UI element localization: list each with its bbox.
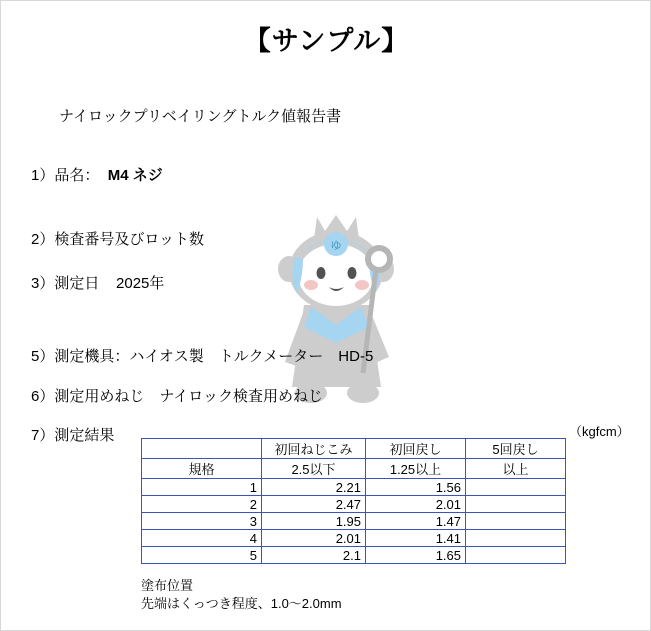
document-subtitle: ナイロックプリベイリングトルク値報告書 [59,108,342,125]
row-no: 4 [142,530,262,547]
row-fifth-off [466,496,566,513]
field-measurement-date-number: 3） [31,275,55,292]
row-first-off: 1.65 [366,547,466,564]
field-inspection-number [31,228,204,249]
header-first-off: 初回戻し [366,439,466,459]
row-first-torque: 2.01 [262,530,366,547]
field-results-label: 測定結果 [54,427,115,444]
row-first-off: 2.01 [366,496,466,513]
field-test-nut-number: 6） [31,388,55,405]
row-first-torque: 2.21 [262,479,366,496]
table-row [142,513,566,530]
field-product-name [31,164,163,185]
table-header-row [142,439,566,459]
row-no: 1 [142,479,262,496]
row-first-torque: 1.95 [262,513,366,530]
spec-fifth-off: 以上 [466,459,566,479]
field-test-nut-label: 測定用めねじ ナイロック検査用めねじ [54,388,323,405]
table-row [142,496,566,513]
header-first-torque: 初回ねじこみ [262,439,366,459]
results-table [141,438,566,564]
spec-first-off: 1.25以上 [366,459,466,479]
field-instrument [31,345,373,366]
row-no: 5 [142,547,262,564]
row-first-torque: 2.47 [262,496,366,513]
field-product-name-label: 品名： [54,167,100,184]
row-fifth-off [466,513,566,530]
header-fifth-off: 5回戻し [466,439,566,459]
table-spec-row [142,459,566,479]
row-first-off: 1.47 [366,513,466,530]
field-measurement-date-value: 2025年 [116,275,165,292]
footer-note-line2: 先端はくっつき程度、1.0～2.0mm [141,596,342,611]
page-title: 【サンプル】 [243,26,410,56]
field-results-heading [31,424,114,445]
footer-note-line1: 塗布位置 [141,578,194,593]
table-row [142,530,566,547]
field-instrument-number: 5） [31,348,55,365]
row-fifth-off [466,530,566,547]
row-fifth-off [466,547,566,564]
table-row [142,479,566,496]
field-inspection-number-number: 2） [31,231,55,248]
table-row [142,547,566,564]
row-first-off: 1.41 [366,530,466,547]
unit-note: （kgfcm） [569,424,630,439]
field-inspection-number-label: 検査番号及びロット数 [54,231,205,248]
header-blank [142,439,262,459]
field-test-nut [31,385,323,406]
spec-first-torque: 2.5以下 [262,459,366,479]
field-results-number: 7） [31,427,55,444]
row-fifth-off [466,479,566,496]
svg-text:ゆ: ゆ [330,240,342,252]
spec-label: 規格 [142,459,262,479]
footer-note [141,577,342,613]
row-first-torque: 2.1 [262,547,366,564]
field-measurement-date-label: 測定日 [54,275,100,292]
row-first-off: 1.56 [366,479,466,496]
row-no: 3 [142,513,262,530]
field-instrument-label: 測定機具：ハイオス製 トルクメーター HD-5 [54,348,374,365]
field-product-name-number: 1） [31,167,55,184]
row-no: 2 [142,496,262,513]
field-measurement-date [31,272,164,293]
field-product-name-value: M4 ネジ [107,167,163,184]
